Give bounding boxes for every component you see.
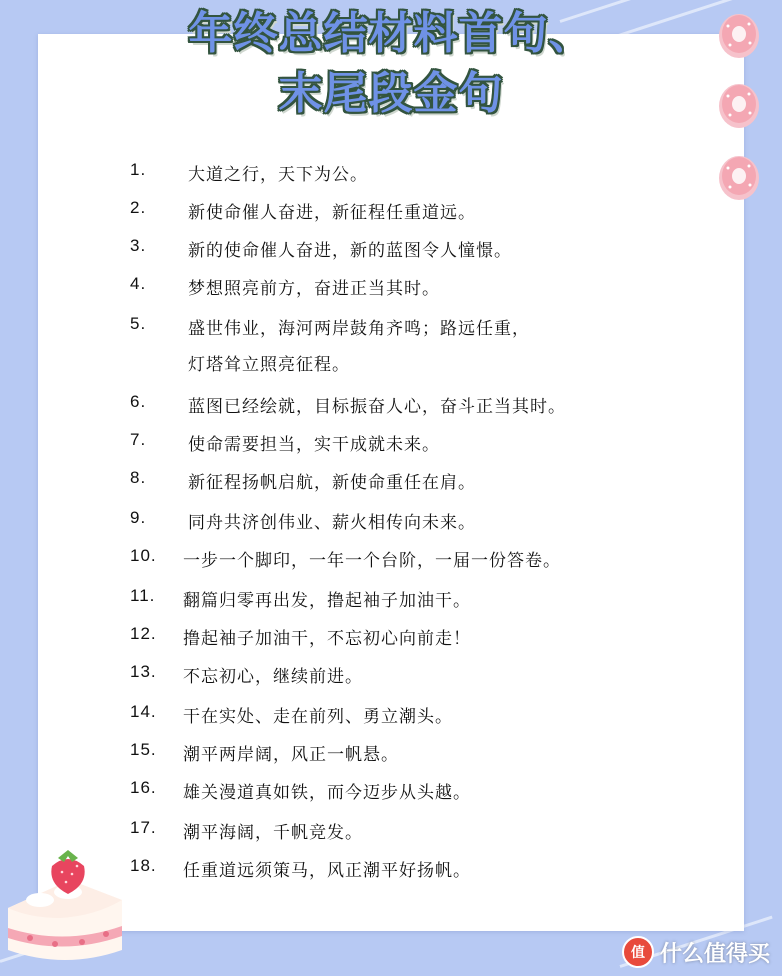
item-text: 灯塔耸立照亮征程。 bbox=[188, 355, 350, 375]
donut-icon bbox=[718, 152, 760, 202]
item-text: 蓝图已经绘就，目标振奋人心，奋斗正当其时。 bbox=[188, 397, 566, 417]
item-text: 盛世伟业，海河两岸鼓角齐鸣；路远任重， bbox=[188, 319, 530, 339]
svg-text:值: 值 bbox=[630, 945, 645, 961]
item-text: 使命需要担当，实干成就未来。 bbox=[188, 435, 440, 455]
item-number: 13. bbox=[130, 662, 157, 681]
item-number: 9. bbox=[130, 508, 147, 527]
zhidemai-logo-icon bbox=[622, 936, 654, 968]
item-text: 潮平两岸阔，风正一帆悬。 bbox=[183, 745, 399, 765]
item-text: 翻篇归零再出发，撸起袖子加油干。 bbox=[183, 591, 471, 611]
item-text: 一步一个脚印，一年一个台阶，一届一份答卷。 bbox=[183, 551, 561, 571]
item-text: 梦想照亮前方，奋进正当其时。 bbox=[188, 279, 440, 299]
item-number: 8. bbox=[130, 468, 147, 487]
item-number: 2. bbox=[130, 198, 147, 217]
item-text: 大道之行，天下为公。 bbox=[188, 165, 368, 185]
item-text: 干在实处、走在前列、勇立潮头。 bbox=[183, 707, 453, 727]
item-number: 14. bbox=[130, 702, 157, 721]
item-number: 16. bbox=[130, 778, 157, 797]
item-text: 新的使命催人奋进，新的蓝图令人憧憬。 bbox=[188, 241, 512, 261]
item-text: 不忘初心，继续前进。 bbox=[183, 667, 363, 687]
strawberry-cake-icon bbox=[0, 838, 130, 968]
page-title-line-2: 末尾段金句 bbox=[278, 68, 504, 119]
item-text: 同舟共济创伟业、薪火相传向未来。 bbox=[188, 513, 476, 533]
item-number: 12. bbox=[130, 624, 157, 643]
donut-icon bbox=[718, 10, 760, 60]
item-text: 雄关漫道真如铁，而今迈步从头越。 bbox=[183, 783, 471, 803]
item-number: 4. bbox=[130, 274, 147, 293]
page-title-line-1: 年终总结材料首句、 bbox=[188, 8, 594, 59]
item-number: 18. bbox=[130, 856, 157, 875]
item-number: 5. bbox=[130, 314, 147, 333]
item-number: 1. bbox=[130, 160, 147, 179]
item-number: 17. bbox=[130, 818, 157, 837]
item-number: 7. bbox=[130, 430, 147, 449]
item-number: 3. bbox=[130, 236, 147, 255]
item-number: 11. bbox=[130, 586, 156, 605]
item-text: 撸起袖子加油干，不忘初心向前走！ bbox=[183, 629, 471, 649]
item-text: 新征程扬帆启航，新使命重任在肩。 bbox=[188, 473, 476, 493]
item-text: 任重道远须策马，风正潮平好扬帆。 bbox=[183, 861, 471, 881]
item-number: 6. bbox=[130, 392, 147, 411]
watermark bbox=[622, 936, 770, 968]
donut-icon bbox=[718, 80, 760, 130]
item-number: 15. bbox=[130, 740, 157, 759]
watermark-text: 什么值得买 bbox=[659, 941, 770, 967]
item-text: 新使命催人奋进，新征程任重道远。 bbox=[188, 203, 476, 223]
item-number: 10. bbox=[130, 546, 157, 565]
item-text: 潮平海阔，千帆竞发。 bbox=[183, 823, 363, 843]
